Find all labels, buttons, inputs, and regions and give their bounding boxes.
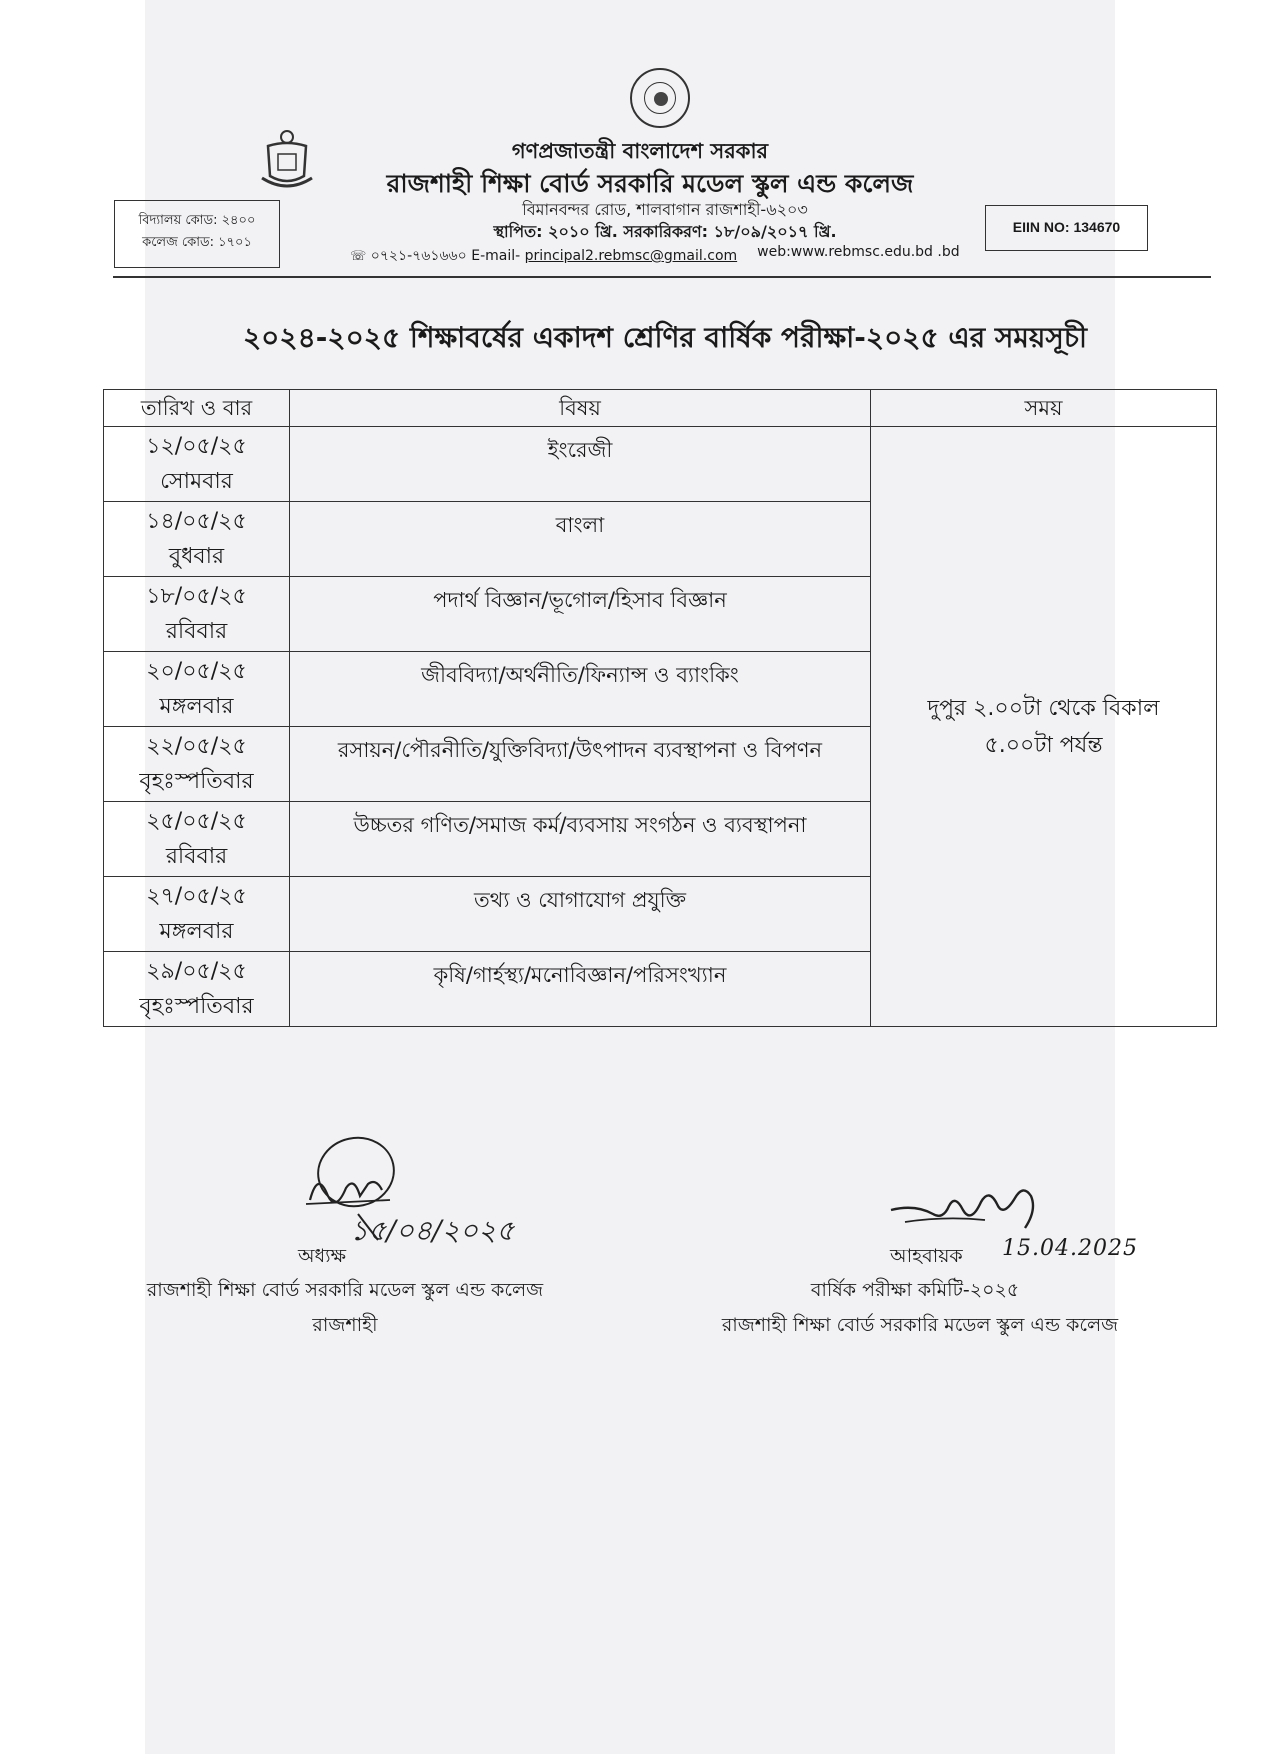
time-line-2: ৫.০০টা পর্যন্ত — [984, 732, 1103, 758]
principal-signature — [298, 1130, 518, 1260]
phone-icon: ☏ — [350, 249, 367, 264]
government-name: গণপ্রজাতন্ত্রী বাংলাদেশ সরকার — [511, 139, 769, 163]
subject-cell: ইংরেজী — [290, 427, 871, 502]
exam-date: ২৭/০৫/২৫ — [146, 884, 247, 909]
exam-date: ২৯/০৫/২৫ — [146, 959, 247, 984]
school-address: বিমানবন্দর রোড, শালবাগান রাজশাহী-৬২০৩ — [522, 200, 808, 219]
phone-group — [350, 244, 737, 268]
school-name: রাজশাহী শিক্ষা বোর্ড সরকারি মডেল স্কুল এন্ড কলেজ — [386, 169, 914, 198]
date-cell — [104, 877, 290, 952]
exam-date: ১২/০৫/২৫ — [146, 434, 247, 459]
principal-city: রাজশাহী — [312, 1314, 378, 1336]
eiin-box: EIIN NO: 134670 — [985, 205, 1148, 251]
school-code: বিদ্যালয় কোড: ২৪০০ — [138, 213, 256, 228]
date-cell — [104, 802, 290, 877]
date-cell — [104, 577, 290, 652]
subject-cell: রসায়ন/পৌরনীতি/যুক্তিবিদ্যা/উৎপাদন ব্যবস্থাপনা ও বিপণন — [290, 727, 871, 802]
government-seal-icon — [630, 68, 690, 128]
date-cell — [104, 652, 290, 727]
contact-line — [350, 244, 995, 268]
principal-signature-date: ১৫/০৪/২০২৫ — [350, 1214, 515, 1247]
subject-cell: জীববিদ্যা/অর্থনীতি/ফিন্যান্স ও ব্যাংকিং — [290, 652, 871, 727]
date-cell — [104, 427, 290, 502]
subject-cell: তথ্য ও যোগাযোগ প্রযুক্তি — [290, 877, 871, 952]
table-header-row — [104, 390, 1217, 427]
exam-day: বৃহঃস্পতিবার — [139, 769, 254, 794]
exam-day: সোমবার — [160, 469, 233, 494]
exam-date: ১৪/০৫/২৫ — [146, 509, 247, 534]
subject-cell: পদার্থ বিজ্ঞান/ভূগোল/হিসাব বিজ্ঞান — [290, 577, 871, 652]
principal-title: অধ্যক্ষ — [298, 1245, 347, 1267]
phone-number: ০৭২১-৭৬১৬৬০ — [370, 248, 467, 264]
header-divider — [113, 276, 1211, 278]
convener-committee: বার্ষিক পরীক্ষা কমিটি-২০২৫ — [810, 1279, 1020, 1301]
website-link[interactable]: web:www.rebmsc.edu.bd .bd — [757, 244, 960, 260]
college-code: কলেজ কোড: ১৭০১ — [142, 235, 252, 250]
header-date-day: তারিখ ও বার — [104, 390, 290, 427]
email-link[interactable]: principal2.rebmsc@gmail.com — [524, 248, 738, 264]
established-info: স্থাপিত: ২০১০ খ্রি. সরকারিকরণ: ১৮/০৯/২০১৭ খ্রি. — [493, 222, 837, 241]
subject-cell: কৃষি/গার্হস্থ্য/মনোবিজ্ঞান/পরিসংখ্যান — [290, 952, 871, 1027]
exam-date: ২২/০৫/২৫ — [146, 734, 247, 759]
principal-organization: রাজশাহী শিক্ষা বোর্ড সরকারি মডেল স্কুল এন্ড কলেজ — [146, 1279, 544, 1301]
exam-day: মঙ্গলবার — [159, 694, 234, 719]
convener-signature-date: 15.04.2025 — [1002, 1236, 1138, 1261]
table-row — [104, 427, 1217, 502]
exam-date: ১৮/০৫/২৫ — [146, 584, 247, 609]
header-time: সময় — [871, 390, 1217, 427]
date-cell — [104, 727, 290, 802]
header-subject: বিষয় — [290, 390, 871, 427]
date-cell — [104, 502, 290, 577]
exam-date: ২০/০৫/২৫ — [146, 659, 247, 684]
exam-schedule-table — [103, 389, 1217, 1027]
exam-day: রবিবার — [165, 844, 228, 869]
date-cell — [104, 952, 290, 1027]
subject-cell: বাংলা — [290, 502, 871, 577]
exam-day: মঙ্গলবার — [159, 919, 234, 944]
exam-date: ২৫/০৫/২৫ — [146, 809, 247, 834]
exam-day: বুধবার — [168, 544, 225, 569]
convener-title: আহবায়ক — [890, 1245, 963, 1267]
email-label: E-mail- — [471, 248, 521, 264]
exam-day: বৃহঃস্পতিবার — [139, 994, 254, 1019]
institution-code-box — [114, 200, 280, 268]
time-line-1: দুপুর ২.০০টা থেকে বিকাল — [927, 695, 1160, 721]
document-title: ২০২৪-২০২৫ শিক্ষাবর্ষের একাদশ শ্রেণির বার্ষিক পরীক্ষা-২০২৫ এর সময়সূচী — [242, 321, 1088, 354]
convener-organization: রাজশাহী শিক্ষা বোর্ড সরকারি মডেল স্কুল এন্ড কলেজ — [721, 1314, 1119, 1336]
exam-day: রবিবার — [165, 619, 228, 644]
time-cell — [871, 427, 1217, 1027]
subject-cell: উচ্চতর গণিত/সমাজ কর্ম/ব্যবসায় সংগঠন ও ব্যবস্থাপনা — [290, 802, 871, 877]
